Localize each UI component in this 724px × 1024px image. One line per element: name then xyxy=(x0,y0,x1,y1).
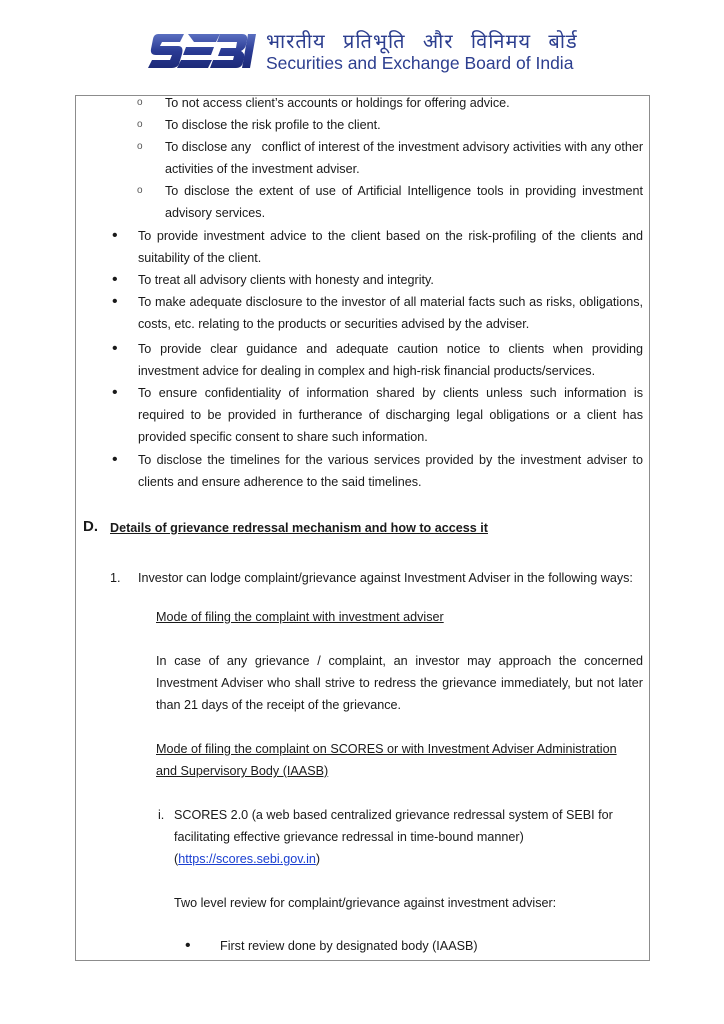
org-name-english: Securities and Exchange Board of India xyxy=(266,53,574,73)
sub-bullet-marker: o xyxy=(137,119,143,130)
mode1-paragraph: Investment Adviser who shall strive to redress the grievance immediately, but not later xyxy=(156,676,643,690)
roman-marker: i. xyxy=(158,808,165,822)
sub-bullet-marker: o xyxy=(137,141,143,152)
scores-text: facilitating effective grievance redressal in time-bound manner) xyxy=(174,830,524,844)
bullet-text: costs, etc. relating to the products or securities advised by the adviser. xyxy=(138,317,530,331)
review-intro: Two level review for complaint/grievance against investment adviser: xyxy=(174,896,557,910)
scores-text: SCORES 2.0 (a web based centralized grievance redressal system of SEBI for xyxy=(174,808,613,822)
mode1-paragraph: than 21 days of the receipt of the grievance. xyxy=(156,698,402,712)
bullet-text: To provide clear guidance and adequate caution notice to clients when providing xyxy=(138,342,643,356)
sub-bullet-text: To not access client’s accounts or holdings for offering advice. xyxy=(165,96,510,110)
org-name-hindi: भारतीय प्रतिभूति और विनिमय बोर्ड xyxy=(266,29,578,53)
section-title: Details of grievance redressal mechanism and how to access it xyxy=(110,521,488,535)
bullet-text: To make adequate disclosure to the investor of all material facts such as risks, obligations, xyxy=(138,295,643,309)
review-item: First review done by designated body (IAASB) xyxy=(220,939,478,953)
sub-bullet-text: To disclose the risk profile to the client. xyxy=(165,118,381,132)
paren-close: ) xyxy=(315,852,321,866)
mode1-paragraph: In case of any grievance / complaint, an investor may approach the concerned xyxy=(156,654,643,668)
bullet-text: To provide investment advice to the client based on the risk-profiling of the clients and xyxy=(138,229,643,243)
scores-link[interactable]: https://scores.sebi.gov.in xyxy=(178,852,316,866)
sub-bullet-marker: o xyxy=(137,97,143,108)
page-header xyxy=(148,27,588,75)
sub-bullet-text: To disclose any conflict of interest of the investment advisory activities with any other xyxy=(165,140,644,154)
paren-open: ( xyxy=(174,852,179,866)
scores-link-line xyxy=(174,848,320,870)
bullet-text: investment advice for dealing in complex and high-risk financial products/services. xyxy=(138,364,596,378)
bullet-text: provided specific consent to share such information. xyxy=(138,430,428,444)
sub-bullet-text: advisory services. xyxy=(165,206,266,220)
bullet-text: suitability of the client. xyxy=(138,251,262,265)
bullet-text: To disclose the timelines for the various services provided by the investment adviser to xyxy=(138,453,643,467)
mode2-heading: Mode of filing the complaint on SCORES or with Investment Adviser Administration xyxy=(156,742,617,756)
bullet-text: required to be provided in furtherance of discharging legal obligations or a client has xyxy=(138,408,643,422)
bullet-marker: • xyxy=(185,937,191,954)
org-names xyxy=(266,29,578,73)
bullet-marker: • xyxy=(112,293,118,310)
bullet-marker: • xyxy=(112,340,118,357)
mode2-heading: and Supervisory Body (IAASB) xyxy=(156,764,329,778)
bullet-marker: • xyxy=(112,227,118,244)
bullet-text: To treat all advisory clients with honesty and integrity. xyxy=(138,273,434,287)
list-number: 1. xyxy=(110,571,121,585)
sub-bullet-text: To disclose the extent of use of Artificial Intelligence tools in providing investment xyxy=(165,184,643,198)
bullet-marker: • xyxy=(112,384,118,401)
bullet-text: To ensure confidentiality of information shared by clients unless such information is xyxy=(138,386,643,400)
mode1-heading: Mode of filing the complaint with investment adviser xyxy=(156,610,444,624)
bullet-marker: • xyxy=(112,451,118,468)
sub-bullet-text: activities of the investment adviser. xyxy=(165,162,360,176)
section-letter: D. xyxy=(83,518,98,535)
bullet-marker: • xyxy=(112,271,118,288)
sebi-logo-icon xyxy=(148,28,258,74)
list-item-text: Investor can lodge complaint/grievance against Investment Adviser in the following ways: xyxy=(138,571,633,585)
bullet-text: clients and ensure adherence to the said timelines. xyxy=(138,475,422,489)
sub-bullet-marker: o xyxy=(137,185,143,196)
